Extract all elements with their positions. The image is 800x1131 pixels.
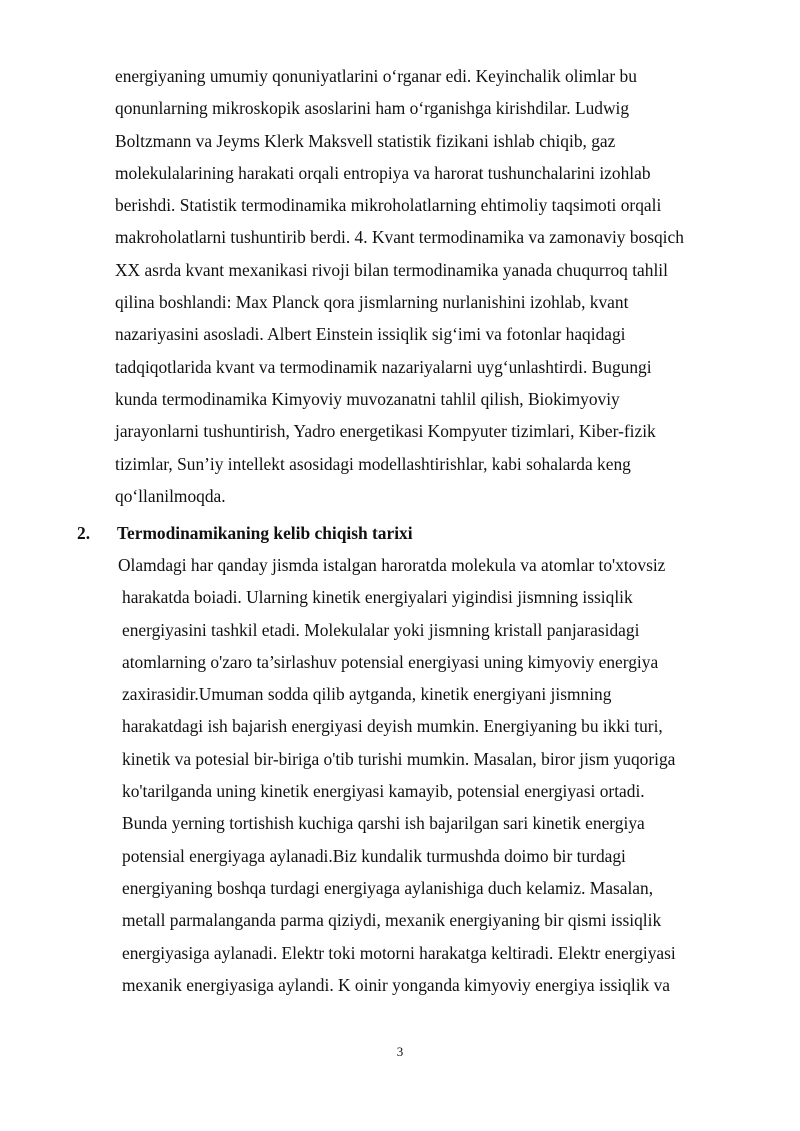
text-line: Boltzmann va Jeyms Klerk Maksvell statistik fizikani ishlab chiqib, gaz bbox=[115, 130, 616, 151]
text-line: atomlarning o'zaro ta’sirlashuv potensial energiyasi uning kimyoviy energiya bbox=[122, 651, 659, 672]
text-line: XX asrda kvant mexanikasi rivoji bilan termodinamika yanada chuqurroq tahlil bbox=[115, 259, 668, 280]
text-line: jarayonlarni tushuntirish, Yadro energetikasi Kompyuter tizimlari, Kiber-fizik bbox=[115, 421, 656, 442]
text-line: mexanik energiyasiga aylandi. K oinir yonganda kimyoviy energiya issiqlik va bbox=[122, 974, 671, 995]
text-line: kinetik va potesial bir-biriga o'tib turishi mumkin. Masalan, biror jism yuqoriga bbox=[122, 748, 676, 769]
text-line: qonunlarning mikroskopik asoslarini ham o‘rganishga kirishdilar. Ludwig bbox=[115, 98, 630, 119]
text-line: potensial energiyaga aylanadi.Biz kundalik turmushda doimo bir turdagi bbox=[122, 845, 626, 866]
text-line: makroholatlarni tushuntirib berdi. 4. Kvant termodinamika va zamonaviy bosqich bbox=[115, 227, 684, 248]
text-line: molekulalarining harakati orqali entropiya va harorat tushunchalarini izohlab bbox=[115, 162, 651, 183]
text-line: energiyasini tashkil etadi. Molekulalar yoki jismning kristall panjarasidagi bbox=[122, 619, 640, 640]
text-line: zaxirasidir.Umuman sodda qilib aytganda, kinetik energiyani jismning bbox=[122, 684, 612, 705]
text-line: energiyaning boshqa turdagi energiyaga aylanishiga duch kelamiz. Masalan, bbox=[122, 877, 654, 898]
text-line: metall parmalanganda parma qiziydi, mexanik energiyaning bir qismi issiqlik bbox=[122, 910, 662, 931]
section-title: Termodinamikaning kelib chiqish tarixi bbox=[117, 523, 413, 543]
section-heading bbox=[77, 517, 413, 549]
page-number: 3 bbox=[396, 1044, 404, 1059]
text-line: energiyaning umumiy qonuniyatlarini o‘rganar edi. Keyinchalik olimlar bu bbox=[115, 66, 637, 86]
text-line: nazariyasini asosladi. Albert Einstein issiqlik sig‘imi va fotonlar haqidagi bbox=[115, 324, 626, 345]
text-line: harakatda boiadi. Ularning kinetik energiyalari yigindisi jismning issiqlik bbox=[122, 587, 633, 608]
text-line: ko'tarilganda uning kinetik energiyasi kamayib, potensial energiyasi ortadi. bbox=[122, 781, 645, 802]
text-line: tadqiqotlarida kvant va termodinamik nazariyalarni uyg‘unlashtirdi. Bugungi bbox=[115, 356, 652, 377]
text-line: berishdi. Statistik termodinamika mikroholatlarning ehtimoliy taqsimoti orqali bbox=[115, 195, 662, 216]
text-line: qilina boshlandi: Max Planck qora jismlarning nurlanishini izohlab, kvant bbox=[115, 292, 629, 313]
text-line: Bunda yerning tortishish kuchiga qarshi ish bajarilgan sari kinetik energiya bbox=[122, 813, 645, 834]
text-line: kunda termodinamika Kimyoviy muvozanatni tahlil qilish, Biokimyoviy bbox=[115, 388, 620, 409]
section-number: 2. bbox=[77, 523, 91, 543]
paragraph-origin-history bbox=[118, 549, 738, 1001]
text-line: qo‘llanilmoqda. bbox=[115, 485, 226, 506]
paragraph-statistical-thermodynamics bbox=[115, 60, 735, 512]
text-line: energiyasiga aylanadi. Elektr toki motorni harakatga keltiradi. Elektr energiyasi bbox=[122, 942, 676, 963]
text-line: Olamdagi har qanday jismda istalgan haroratda molekula va atomlar to'xtovsiz bbox=[118, 555, 666, 575]
text-line: harakatdagi ish bajarish energiyasi deyish mumkin. Energiyaning bu ikki turi, bbox=[122, 716, 663, 737]
text-line: tizimlar, Sun’iy intellekt asosidagi modellashtirishlar, kabi sohalarda keng bbox=[115, 453, 631, 474]
